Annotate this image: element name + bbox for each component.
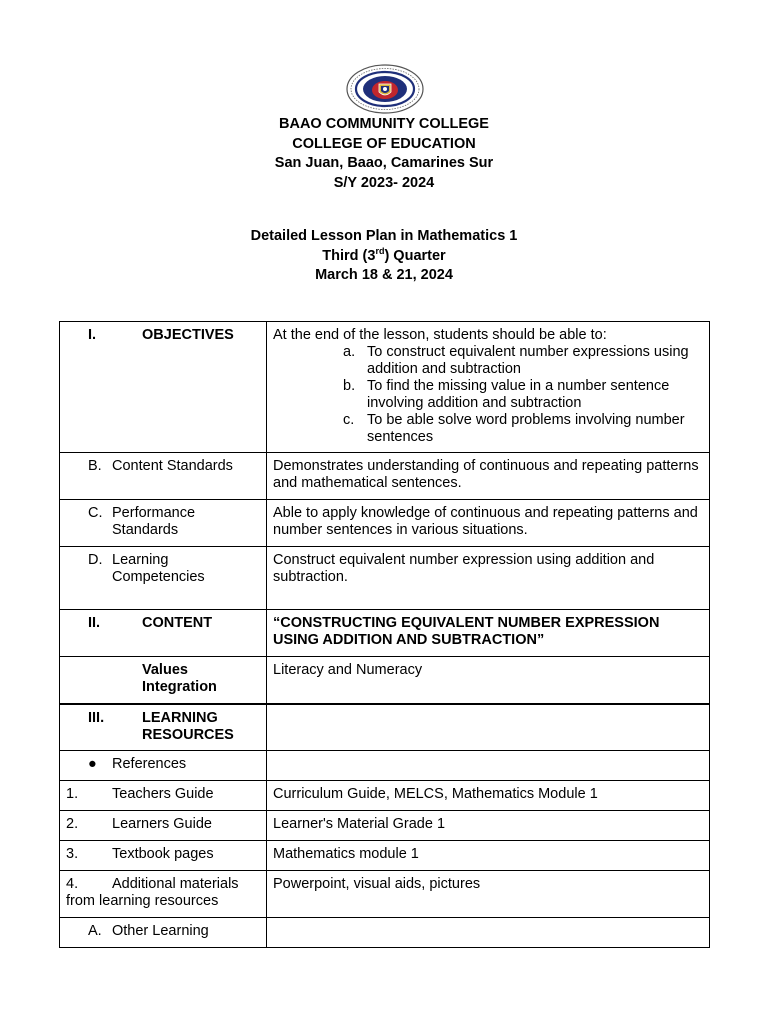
college-seal-logo [345, 64, 425, 114]
values-integration-value: Literacy and Numeracy [267, 657, 710, 704]
row-objectives: I. OBJECTIVES At the end of the lesson, students should be able to: a. To construct equivalent number expressions using addition and subtraction b. To find the missing value in a number sentence involving addition and subtraction c. To be able solve word problems involving number sentences [60, 322, 710, 453]
learners-guide-label: Learners Guide [112, 816, 212, 832]
objective-item: a. To construct equivalent number expressions using addition and subtraction [343, 344, 689, 377]
content-standards-value: Demonstrates understanding of continuous and repeating patterns and mathematical sentences. [267, 453, 710, 500]
row-values-integration [60, 657, 710, 704]
content-label: CONTENT [142, 615, 213, 631]
objectives-intro: At the end of the lesson, students should be able to: [273, 327, 607, 343]
other-learning-label: Other Learning [112, 923, 209, 939]
teachers-guide-value: Curriculum Guide, MELCS, Mathematics Module 1 [267, 781, 710, 811]
row-additional-materials: 4. Additional materials from learning resources Powerpoint, visual aids, pictures [60, 871, 710, 918]
learning-resources-label: LEARNING RESOURCES [142, 709, 234, 743]
performance-standards-value: Able to apply knowledge of continuous and repeating patterns and number sentences in various situations. [267, 500, 710, 547]
objectives-label: OBJECTIVES [142, 327, 234, 343]
objectives-cell [267, 322, 710, 453]
row-content-standards: B. Content Standards Demonstrates understanding of continuous and repeating patterns and mathematical sentences. [60, 453, 710, 500]
other-learning-value [267, 918, 710, 948]
row-textbook-pages: 3. Textbook pages Mathematics module 1 [60, 841, 710, 871]
learning-competencies-value: Construct equivalent number expression using addition and subtraction. [267, 547, 710, 610]
row-content: II. CONTENT “CONSTRUCTING EQUIVALENT NUMBER EXPRESSION USING ADDITION AND SUBTRACTION” [60, 610, 710, 657]
row-learning-resources: III. LEARNING RESOURCES [60, 704, 710, 751]
row-learners-guide: 2. Learners Guide Learner's Material Grade 1 [60, 811, 710, 841]
bullet-marker: ● [88, 756, 97, 772]
teachers-guide-label: Teachers Guide [112, 786, 214, 802]
references-value [267, 751, 710, 781]
additional-materials-value: Powerpoint, visual aids, pictures [267, 871, 710, 918]
college-name: BAAO COMMUNITY COLLEGE [279, 116, 489, 132]
content-value: “CONSTRUCTING EQUIVALENT NUMBER EXPRESSION USING ADDITION AND SUBTRACTION” [267, 610, 710, 657]
learning-competencies-label: Learning Competencies [112, 552, 205, 585]
lesson-plan-table [59, 321, 710, 948]
lesson-title: Detailed Lesson Plan in Mathematics 1 [250, 228, 518, 244]
objective-item: c. To be able solve word problems involving number sentences [343, 412, 685, 445]
row-teachers-guide: 1. Teachers Guide Curriculum Guide, MELCS, Mathematics Module 1 [60, 781, 710, 811]
row-references [60, 751, 710, 781]
lesson-header [0, 227, 768, 286]
performance-standards-label: Performance Standards [112, 505, 196, 538]
lesson-date: March 18 & 21, 2024 [315, 267, 453, 283]
college-header [0, 115, 768, 193]
objectives-list [273, 344, 703, 446]
content-standards-label: Content Standards [112, 458, 233, 474]
additional-materials-label-cont: from learning resources [66, 893, 219, 909]
row-other-learning: A. Other Learning [60, 918, 710, 948]
references-label: References [112, 756, 187, 772]
lesson-quarter: Third (3rd) Quarter [322, 245, 446, 264]
additional-materials-label: Additional materials [112, 876, 239, 892]
department-name: COLLEGE OF EDUCATION [292, 135, 476, 152]
school-year: S/Y 2023- 2024 [333, 174, 435, 191]
textbook-pages-label: Textbook pages [112, 846, 214, 862]
college-address: San Juan, Baao, Camarines Sur [274, 155, 494, 171]
learning-resources-value [267, 704, 710, 751]
learners-guide-value: Learner's Material Grade 1 [267, 811, 710, 841]
row-performance-standards: C. Performance Standards Able to apply knowledge of continuous and repeating patterns and number sentences in various situations. [60, 500, 710, 547]
row-learning-competencies: D. Learning Competencies Construct equivalent number expression using addition and subtraction. [60, 547, 710, 610]
objective-item: b. To find the missing value in a number sentence involving addition and subtraction [343, 378, 670, 411]
values-integration-label: Values Integration [142, 662, 217, 695]
textbook-pages-value: Mathematics module 1 [267, 841, 710, 871]
